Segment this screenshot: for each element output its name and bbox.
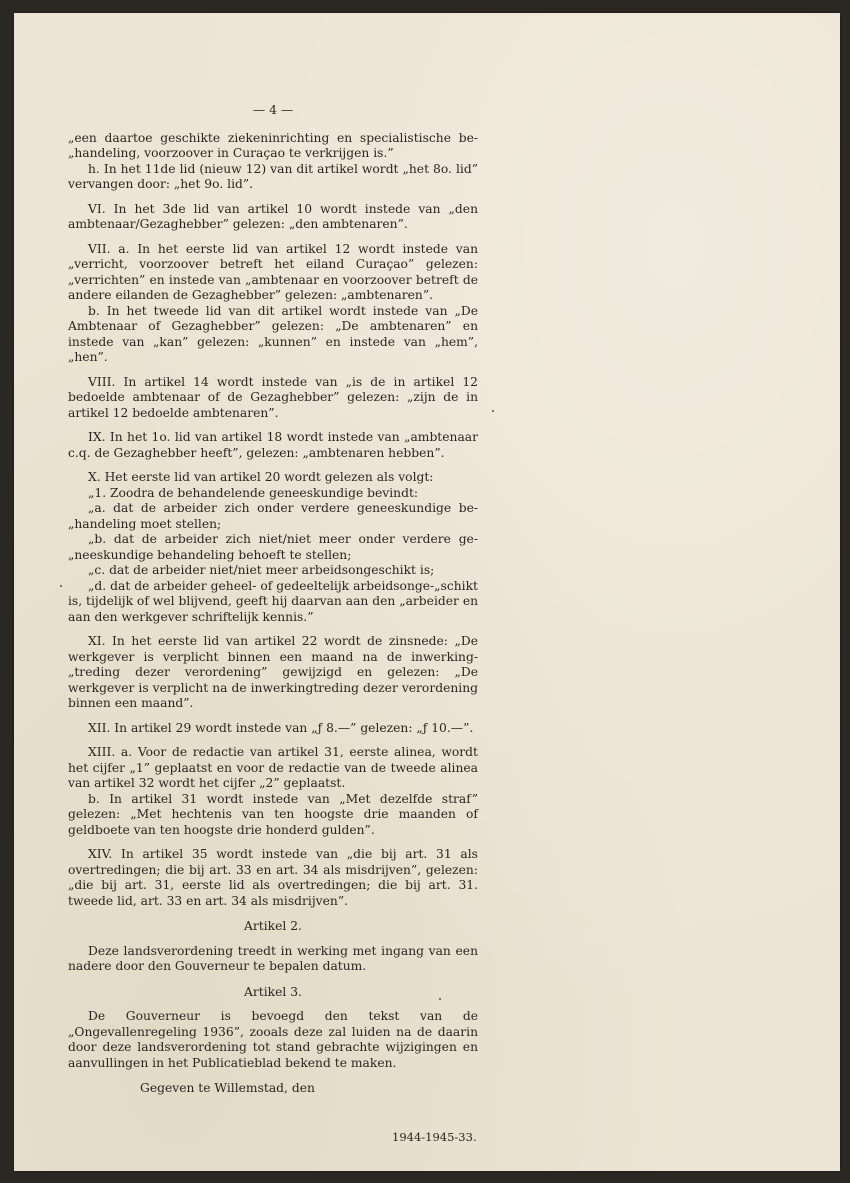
- paragraph: VI. In het 3de lid van artikel 10 wordt instede van „den ambtenaar/Gezaghebber” gelezen: „den ambtenaren”.: [68, 201, 478, 231]
- paper-speck: [439, 998, 441, 1000]
- paragraph: h. In het 11de lid (nieuw 12) van dit artikel wordt „het 8o. lid” vervangen door: „het 9o. lid”.: [68, 161, 478, 191]
- paragraph: „c. dat de arbeider niet/niet meer arbeidsongeschikt is;: [88, 563, 435, 577]
- document-page: [14, 13, 840, 1171]
- paragraph: X. Het eerste lid van artikel 20 wordt gelezen als volgt:: [88, 470, 434, 484]
- paragraph: „a. dat de arbeider zich onder verdere geneeskundige be-„handeling moet stellen;: [68, 501, 478, 531]
- paragraph: IX. In het 1o. lid van artikel 18 wordt instede van „ambtenaar c.q. de Gezaghebber heeft”, gelezen: „ambtenaren hebben”.: [68, 430, 478, 460]
- paragraph: De Gouverneur is bevoegd den tekst van de „Ongevallenregeling 1936”, zooals deze zal luiden na de daarin door deze landsverordening tot stand gebrachte wijzigingen en aanvullingen in het Publicatieblad bekend te maken.: [68, 1009, 478, 1070]
- paper-speck: [492, 410, 494, 412]
- paragraph: VIII. In artikel 14 wordt instede van „is de in artikel 12 bedoelde ambtenaar of de Gezaghebber” gelezen: „zijn de in artikel 12 bedoelde ambtenaren”.: [68, 374, 478, 420]
- paragraph: Deze landsverordening treedt in werking met ingang van een nadere door den Gouverneur te bepalen datum.: [68, 943, 478, 973]
- paragraph: „een daartoe geschikte ziekeninrichting en specialistische be-„handeling, voorzoover in Curaçao te verkrijgen is.”: [68, 130, 478, 160]
- paragraph: b. In het tweede lid van dit artikel wordt instede van „De Ambtenaar of Gezaghebber” gelezen: „De ambtenaren” en instede van „kan” gelezen: „kunnen” en instede van „hem”, „hen”.: [68, 303, 478, 364]
- article-heading: Artikel 2.: [244, 919, 302, 933]
- paragraph: „b. dat de arbeider zich niet/niet meer onder verdere ge-„neeskundige behandeling behoeft te stellen;: [68, 532, 478, 562]
- paragraph: VII. a. In het eerste lid van artikel 12 wordt instede van „verricht, voorzoover betreft het eiland Curaçao” gelezen: „verrichten” en instede van „ambtenaar en voorzoover betreft de andere eilanden de Gezaghebber” gelezen: „ambtenaren”.: [68, 241, 478, 302]
- text-column: [68, 103, 478, 1097]
- paragraph: XIII. a. Voor de redactie van artikel 31, eerste alinea, wordt het cijfer „1” geplaatst en voor de redactie van de tweede alinea van artikel 32 wordt het cijfer „2” geplaatst.: [68, 745, 478, 790]
- paragraph: „d. dat de arbeider geheel- of gedeeltelijk arbeidsonge-„schikt is, tijdelijk of wel blijvend, geeft hij daarvan aan den „arbeider en aan den werkgever schriftelijk kennis.”: [68, 578, 479, 624]
- article-heading: Artikel 3.: [244, 984, 302, 999]
- paper-speck: [60, 585, 62, 587]
- paragraph: „1. Zoodra de behandelende geneeskundige bevindt:: [88, 485, 419, 500]
- signoff-line: Gegeven te Willemstad, den: [140, 1081, 315, 1095]
- paragraph: XII. In artikel 29 wordt instede van „ƒ 8.—” gelezen: „ƒ 10.—”.: [88, 720, 474, 735]
- paragraph: XI. In het eerste lid van artikel 22 wordt de zinsnede: „De werkgever is verplicht binnen een maand na de inwerking-„treding dezer verordening” gewijzigd en gelezen: „De werkgever is verplicht na de inwerkingtreding dezer verordening binnen een maand”.: [68, 634, 478, 710]
- document-reference: 1944-1945-33.: [392, 1130, 477, 1144]
- paragraph: XIV. In artikel 35 wordt instede van „die bij art. 31 als overtredingen; die bij art. 33 en art. 34 als misdrijven”, gelezen: „die bij art. 31, eerste lid als overtredingen; die bij art. 31. tweede lid, art. 33 en art. 34 als misdrijven”.: [68, 847, 478, 908]
- page-number: — 4 —: [252, 103, 294, 117]
- paragraph: b. In artikel 31 wordt instede van „Met dezelfde straf” gelezen: „Met hechtenis van ten hoogste drie maanden of geldboete van ten hoogste drie honderd gulden”.: [68, 791, 478, 837]
